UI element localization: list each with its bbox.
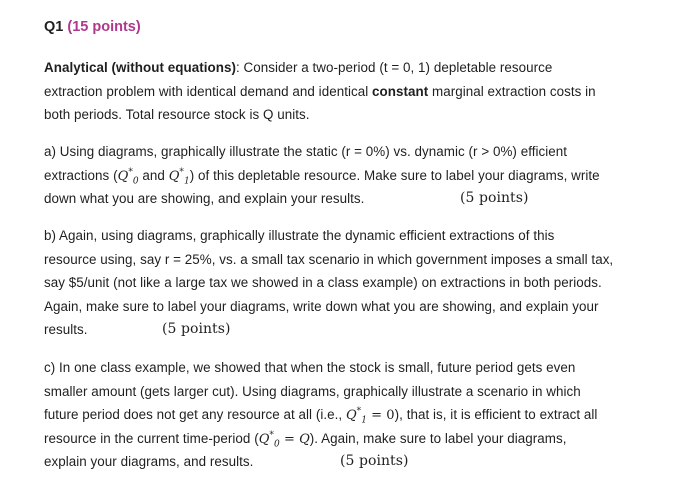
part-c-q0-letter: Q	[258, 431, 270, 447]
part-c-q1-letter: Q	[345, 408, 357, 423]
intro-line-3: both periods. Total resource stock is Q units.	[44, 107, 310, 122]
intro-line-1	[44, 56, 664, 80]
part-a-line-3	[44, 187, 664, 211]
part-a-line-2-text-a: extractions (	[44, 167, 118, 183]
part-c-q1-sup: *	[356, 406, 362, 417]
part-c-q0-sub: 0	[273, 439, 280, 450]
part-c-line-2: smaller amount (gets larger cut). Using diagrams, graphically illustrate a scenario in which	[44, 383, 581, 399]
q1-sub: 1	[183, 176, 190, 187]
part-c-line-3	[44, 403, 664, 427]
intro-paragraph	[44, 56, 664, 127]
part-c-line-4-text-b: ). Again, make sure to label your diagrams,	[309, 430, 567, 446]
part-c-line-4-text-a: resource in the current time-period (	[44, 430, 259, 446]
part-a-and: and	[138, 167, 169, 183]
part-b-points: (5 points)	[162, 321, 231, 337]
intro-line-2-text-b: marginal extraction costs in	[428, 83, 596, 99]
q1-star-equals-zero	[345, 406, 367, 426]
part-c-points: (5 points)	[340, 453, 409, 469]
q0-sup: *	[128, 167, 133, 178]
part-b-line-4: Again, make sure to label your diagrams, write down what you are showing, and explain your	[44, 298, 599, 314]
part-c-line-5-text: explain your diagrams, and results.	[44, 454, 254, 469]
question-points: (15 points)	[67, 19, 141, 35]
part-a-points: (5 points)	[460, 190, 529, 206]
q0-star-symbol	[117, 167, 139, 187]
intro-line-2	[44, 80, 664, 104]
part-c-eq-q: = Q	[279, 431, 310, 447]
intro-heading: Analytical (without equations)	[44, 60, 236, 75]
part-b-line-2: resource using, say r = 25%, vs. a small tax scenario in which government imposes a small tax,	[44, 251, 614, 267]
question-title	[44, 19, 141, 35]
part-c-q0-sup: *	[269, 430, 274, 441]
intro-constant-emphasis: constant	[372, 83, 429, 99]
q1-sup: *	[179, 167, 184, 178]
intro-line-2-text-a: extraction problem with identical demand and identical	[44, 83, 373, 99]
part-a-line-2-text-b: ) of this depletable resource. Make sure to label your diagrams, write	[189, 167, 600, 183]
part-c-paragraph	[44, 356, 664, 474]
question-label: Q1	[44, 19, 64, 35]
part-c-line-3-text-a: future period does not get any resource at all (i.e.,	[44, 407, 346, 422]
q1-star-symbol	[168, 167, 190, 187]
part-c-line-3-text-b: ), that is, it is efficient to extract all	[394, 407, 598, 422]
part-b-line-3: say $5/unit (not like a large tax we showed in a class example) on extractions in both periods.	[44, 275, 602, 290]
part-b-paragraph	[44, 224, 664, 342]
q0-sub: 0	[132, 176, 139, 187]
part-b-line-5	[44, 318, 664, 342]
part-a-line-3-text: down what you are showing, and explain your results.	[44, 191, 365, 206]
part-c-q1-sub: 1	[361, 415, 367, 426]
part-b-line-1: b) Again, using diagrams, graphically illustrate the dynamic efficient extractions of this	[44, 228, 555, 243]
part-a-line-1: a) Using diagrams, graphically illustrate the static (r = 0%) vs. dynamic (r > 0%) efficient	[44, 144, 568, 159]
part-c-line-5	[44, 450, 664, 474]
part-a-paragraph	[44, 140, 664, 211]
q0-letter: Q	[117, 168, 129, 184]
part-c-line-1: c) In one class example, we showed that when the stock is small, future period gets even	[44, 360, 576, 375]
part-c-line-4	[44, 427, 664, 451]
intro-line-1-text: Consider a two-period (t = 0, 1) depletable resource	[239, 60, 553, 75]
intro-colon: :	[235, 60, 240, 75]
part-b-line-5-text: results.	[44, 322, 88, 337]
q1-letter: Q	[168, 168, 180, 184]
q0-star-equals-q	[258, 430, 310, 450]
part-c-eq-zero: = 0	[367, 408, 395, 423]
part-a-line-2	[44, 164, 664, 188]
